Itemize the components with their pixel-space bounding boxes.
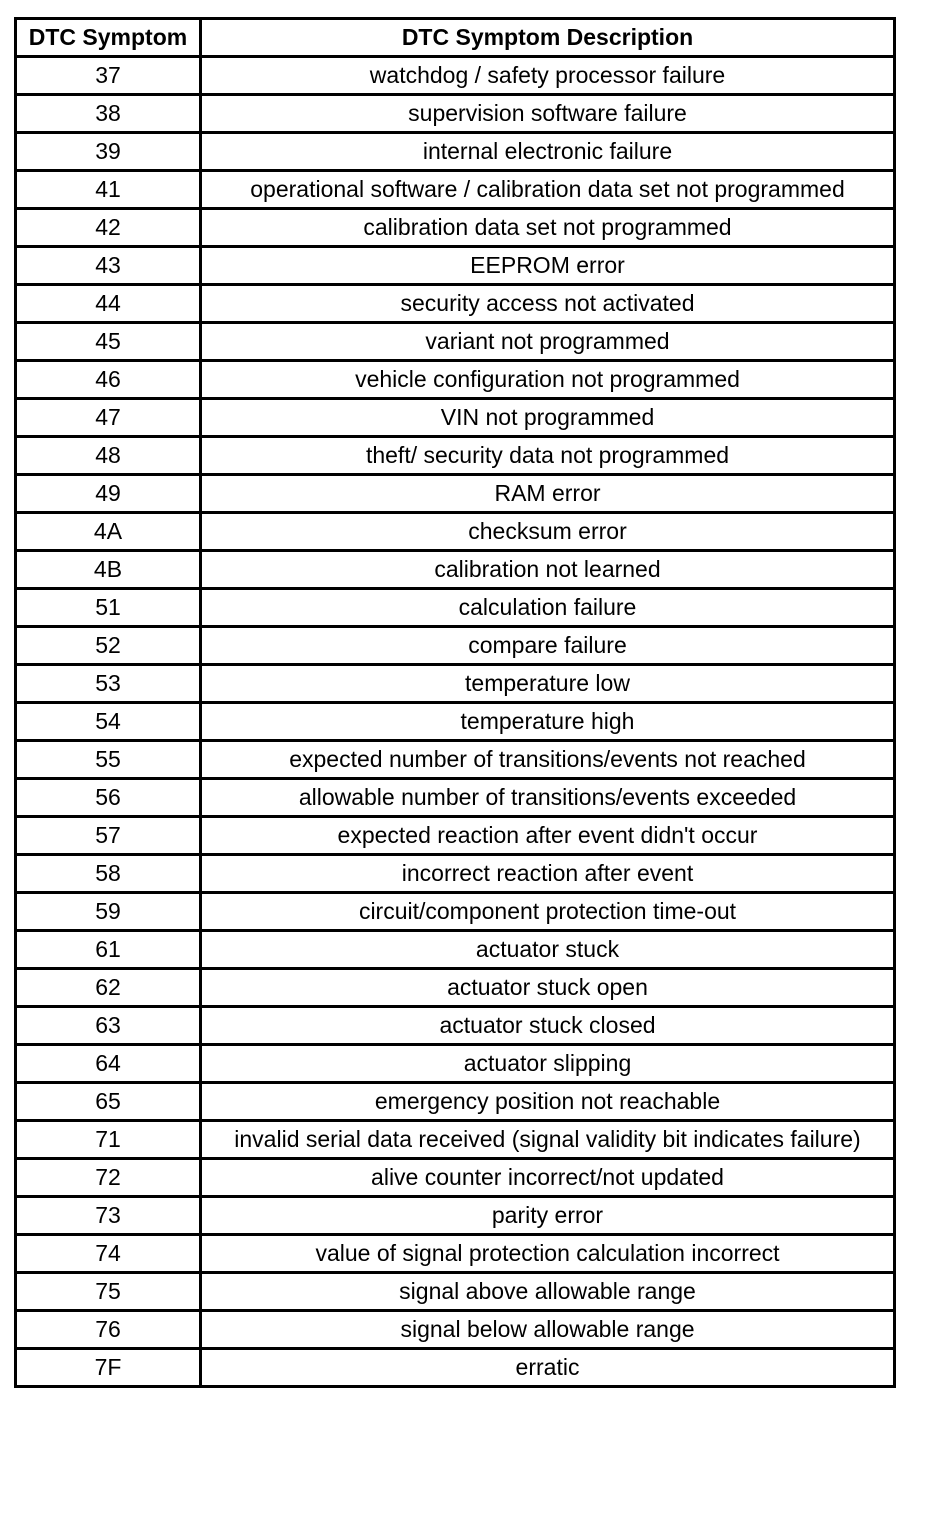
- dtc-code-cell: 48: [16, 437, 201, 475]
- table-row: [16, 741, 895, 779]
- dtc-description-cell: temperature high: [201, 703, 895, 741]
- dtc-code-cell: 47: [16, 399, 201, 437]
- dtc-code-cell: 37: [16, 57, 201, 95]
- table-row: [16, 1121, 895, 1159]
- table-row: [16, 1235, 895, 1273]
- table-row: [16, 1349, 895, 1387]
- table-row: [16, 513, 895, 551]
- dtc-code-cell: 59: [16, 893, 201, 931]
- dtc-code-cell: 53: [16, 665, 201, 703]
- table-header-row: [16, 19, 895, 57]
- table-row: [16, 1159, 895, 1197]
- table-row: [16, 551, 895, 589]
- dtc-description-cell: supervision software failure: [201, 95, 895, 133]
- dtc-description-cell: actuator stuck open: [201, 969, 895, 1007]
- dtc-code-cell: 56: [16, 779, 201, 817]
- dtc-description-cell: expected number of transitions/events not reached: [201, 741, 895, 779]
- dtc-description-cell: temperature low: [201, 665, 895, 703]
- dtc-code-cell: 71: [16, 1121, 201, 1159]
- dtc-description-cell: emergency position not reachable: [201, 1083, 895, 1121]
- dtc-description-cell: internal electronic failure: [201, 133, 895, 171]
- table-row: [16, 209, 895, 247]
- dtc-code-cell: 64: [16, 1045, 201, 1083]
- table-row: [16, 1197, 895, 1235]
- table-row: [16, 893, 895, 931]
- table-row: [16, 703, 895, 741]
- table-row: [16, 323, 895, 361]
- dtc-description-cell: signal below allowable range: [201, 1311, 895, 1349]
- dtc-code-cell: 72: [16, 1159, 201, 1197]
- dtc-description-cell: alive counter incorrect/not updated: [201, 1159, 895, 1197]
- dtc-description-cell: incorrect reaction after event: [201, 855, 895, 893]
- dtc-description-cell: value of signal protection calculation incorrect: [201, 1235, 895, 1273]
- dtc-description-cell: allowable number of transitions/events exceeded: [201, 779, 895, 817]
- dtc-code-cell: 65: [16, 1083, 201, 1121]
- table-row: [16, 665, 895, 703]
- table-row: [16, 1045, 895, 1083]
- header-dtc-symptom-description: DTC Symptom Description: [201, 19, 895, 57]
- table-row: [16, 969, 895, 1007]
- dtc-description-cell: checksum error: [201, 513, 895, 551]
- dtc-description-cell: EEPROM error: [201, 247, 895, 285]
- dtc-code-cell: 45: [16, 323, 201, 361]
- dtc-code-cell: 52: [16, 627, 201, 665]
- dtc-code-cell: 46: [16, 361, 201, 399]
- dtc-description-cell: watchdog / safety processor failure: [201, 57, 895, 95]
- dtc-code-cell: 44: [16, 285, 201, 323]
- dtc-description-cell: vehicle configuration not programmed: [201, 361, 895, 399]
- table-row: [16, 1273, 895, 1311]
- table-row: [16, 247, 895, 285]
- table-row: [16, 475, 895, 513]
- dtc-code-cell: 76: [16, 1311, 201, 1349]
- dtc-description-cell: parity error: [201, 1197, 895, 1235]
- dtc-code-cell: 49: [16, 475, 201, 513]
- table-row: [16, 627, 895, 665]
- dtc-code-cell: 39: [16, 133, 201, 171]
- dtc-code-cell: 57: [16, 817, 201, 855]
- table-row: [16, 95, 895, 133]
- dtc-code-cell: 75: [16, 1273, 201, 1311]
- dtc-description-cell: actuator stuck: [201, 931, 895, 969]
- dtc-code-cell: 51: [16, 589, 201, 627]
- table-row: [16, 1007, 895, 1045]
- table-row: [16, 133, 895, 171]
- dtc-code-cell: 73: [16, 1197, 201, 1235]
- dtc-code-cell: 63: [16, 1007, 201, 1045]
- dtc-code-cell: 74: [16, 1235, 201, 1273]
- dtc-code-cell: 62: [16, 969, 201, 1007]
- table-row: [16, 1083, 895, 1121]
- dtc-description-cell: security access not activated: [201, 285, 895, 323]
- dtc-description-cell: variant not programmed: [201, 323, 895, 361]
- table-row: [16, 57, 895, 95]
- table-row: [16, 399, 895, 437]
- table-row: [16, 931, 895, 969]
- dtc-description-cell: erratic: [201, 1349, 895, 1387]
- dtc-description-cell: operational software / calibration data set not programmed: [201, 171, 895, 209]
- dtc-symptom-table: [14, 17, 896, 1388]
- dtc-code-cell: 41: [16, 171, 201, 209]
- dtc-code-cell: 4A: [16, 513, 201, 551]
- dtc-code-cell: 42: [16, 209, 201, 247]
- dtc-description-cell: calibration data set not programmed: [201, 209, 895, 247]
- table-row: [16, 361, 895, 399]
- dtc-description-cell: theft/ security data not programmed: [201, 437, 895, 475]
- table-row: [16, 285, 895, 323]
- table-row: [16, 817, 895, 855]
- table-row: [16, 171, 895, 209]
- dtc-code-cell: 7F: [16, 1349, 201, 1387]
- dtc-description-cell: signal above allowable range: [201, 1273, 895, 1311]
- dtc-description-cell: compare failure: [201, 627, 895, 665]
- dtc-description-cell: actuator slipping: [201, 1045, 895, 1083]
- dtc-description-cell: calculation failure: [201, 589, 895, 627]
- table-row: [16, 855, 895, 893]
- dtc-description-cell: VIN not programmed: [201, 399, 895, 437]
- table-row: [16, 589, 895, 627]
- dtc-code-cell: 58: [16, 855, 201, 893]
- header-dtc-symptom: DTC Symptom: [16, 19, 201, 57]
- dtc-description-cell: expected reaction after event didn't occur: [201, 817, 895, 855]
- dtc-code-cell: 55: [16, 741, 201, 779]
- dtc-code-cell: 38: [16, 95, 201, 133]
- dtc-description-cell: calibration not learned: [201, 551, 895, 589]
- table-row: [16, 437, 895, 475]
- table-row: [16, 779, 895, 817]
- dtc-description-cell: circuit/component protection time-out: [201, 893, 895, 931]
- dtc-code-cell: 4B: [16, 551, 201, 589]
- dtc-code-cell: 61: [16, 931, 201, 969]
- dtc-code-cell: 43: [16, 247, 201, 285]
- dtc-description-cell: RAM error: [201, 475, 895, 513]
- dtc-code-cell: 54: [16, 703, 201, 741]
- dtc-description-cell: invalid serial data received (signal validity bit indicates failure): [201, 1121, 895, 1159]
- dtc-description-cell: actuator stuck closed: [201, 1007, 895, 1045]
- table-body: [16, 57, 895, 1387]
- table-row: [16, 1311, 895, 1349]
